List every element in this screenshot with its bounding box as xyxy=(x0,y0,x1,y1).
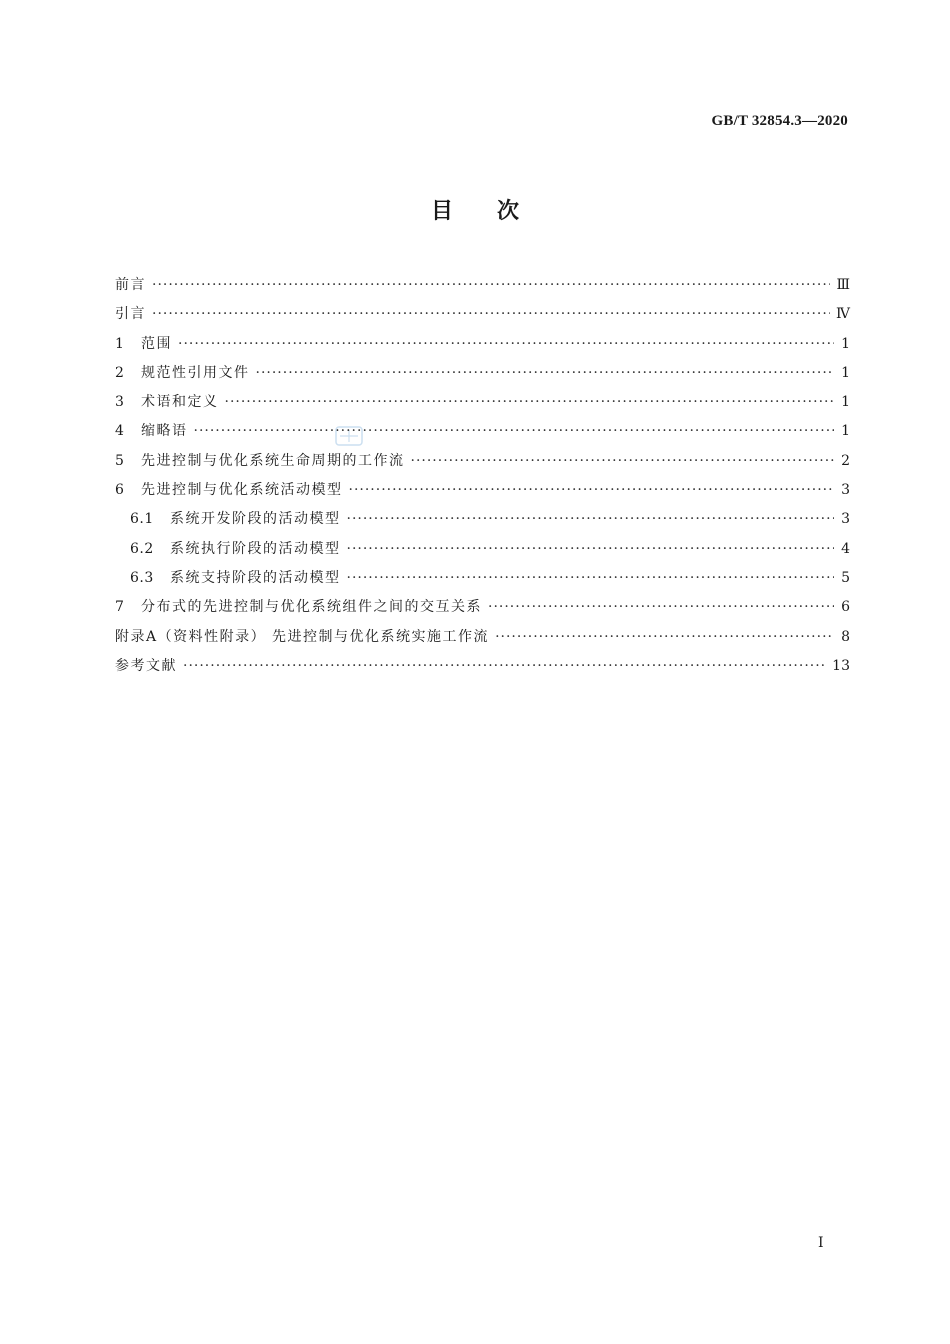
toc-entry-annex-a[interactable] xyxy=(115,623,850,652)
toc-entry-activity-model[interactable] xyxy=(115,476,850,505)
toc-entry-lifecycle-workflow[interactable] xyxy=(115,447,850,476)
toc-title: 目次 xyxy=(430,199,563,224)
toc-entry-normative-references[interactable] xyxy=(115,359,850,388)
toc-entry-scope[interactable] xyxy=(115,330,850,359)
toc-entry-abbreviations[interactable] xyxy=(115,417,850,446)
toc-entry-number: 6.3 xyxy=(130,569,154,586)
toc-entry-bibliography[interactable] xyxy=(115,652,850,681)
toc-entry-number: 1 xyxy=(115,335,125,352)
toc-page-number: 8 xyxy=(841,628,850,645)
toc-entry-number: 4 xyxy=(115,423,125,440)
toc-entry-title: 先进控制与优化系统活动模型 xyxy=(141,482,343,499)
toc-entry-terms-definitions[interactable] xyxy=(115,388,850,417)
toc-entry-title: 附录A（资料性附录） 先进控制与优化系统实施工作流 xyxy=(115,628,490,645)
toc-leader-dots xyxy=(183,652,826,681)
toc-leader-dots xyxy=(347,535,835,564)
toc-leader-dots xyxy=(256,359,835,388)
toc-leader-dots xyxy=(152,300,830,329)
toc-entry-title: 系统开发阶段的活动模型 xyxy=(170,511,341,528)
toc-entry-title: 系统支持阶段的活动模型 xyxy=(170,569,341,586)
toc-entry-title: 术语和定义 xyxy=(141,394,219,411)
toc-page-number: 5 xyxy=(841,569,850,586)
toc-page-number: Ⅲ xyxy=(836,277,850,293)
toc-leader-dots xyxy=(152,271,830,300)
toc-entry-title: 分布式的先进控制与优化系统组件之间的交互关系 xyxy=(141,599,482,616)
toc-page-number: 3 xyxy=(841,511,850,528)
toc-leader-dots xyxy=(349,476,835,505)
toc-entry-title: 引言 xyxy=(115,306,146,323)
toc-leader-dots xyxy=(194,417,835,446)
standard-number: GB/T 32854.3—2020 xyxy=(711,113,848,129)
toc-page-number: 1 xyxy=(841,394,850,411)
toc-entry-number: 7 xyxy=(115,599,125,616)
toc-entry-execution-phase[interactable] xyxy=(115,535,850,564)
toc-entry-component-interaction[interactable] xyxy=(115,593,850,622)
toc-entry-number: 6.1 xyxy=(130,511,154,528)
toc-entry-development-phase[interactable] xyxy=(115,505,850,534)
page-folio: Ⅰ xyxy=(818,1235,824,1251)
toc-page-number: 1 xyxy=(841,423,850,440)
toc-leader-dots xyxy=(178,330,834,359)
toc-entry-foreword[interactable] xyxy=(115,271,850,300)
toc-entry-title: 系统执行阶段的活动模型 xyxy=(170,540,341,557)
toc-page-number: Ⅳ xyxy=(836,306,850,323)
toc-page-number: 4 xyxy=(841,540,850,557)
toc-entry-number: 5 xyxy=(115,452,125,469)
toc-entry-number: 2 xyxy=(115,364,125,381)
toc-leader-dots xyxy=(495,623,834,652)
toc-entry-number: 3 xyxy=(115,394,125,411)
toc-page-number: 2 xyxy=(841,452,850,469)
toc-entry-number: 6 xyxy=(115,482,125,499)
toc-entry-introduction[interactable] xyxy=(115,300,850,329)
toc-entry-support-phase[interactable] xyxy=(115,564,850,593)
toc-entry-title: 先进控制与优化系统生命周期的工作流 xyxy=(141,452,405,469)
toc-page-number: 13 xyxy=(832,657,850,674)
toc-page-number: 1 xyxy=(841,364,850,381)
toc-entry-title: 前言 xyxy=(115,277,146,293)
toc-leader-dots xyxy=(347,505,835,534)
toc-list xyxy=(115,271,850,681)
toc-entry-number: 6.2 xyxy=(130,540,154,557)
toc-page-number: 3 xyxy=(841,482,850,499)
toc-leader-dots xyxy=(347,564,835,593)
toc-leader-dots xyxy=(225,388,835,417)
toc-entry-title: 规范性引用文件 xyxy=(141,364,250,381)
toc-entry-title: 参考文献 xyxy=(115,657,177,674)
toc-page-number: 6 xyxy=(841,599,850,616)
toc-leader-dots xyxy=(488,593,834,622)
toc-page-number: 1 xyxy=(841,335,850,352)
toc-leader-dots xyxy=(411,447,835,476)
toc-entry-title: 范围 xyxy=(141,335,172,352)
toc-entry-title: 缩略语 xyxy=(141,423,188,440)
